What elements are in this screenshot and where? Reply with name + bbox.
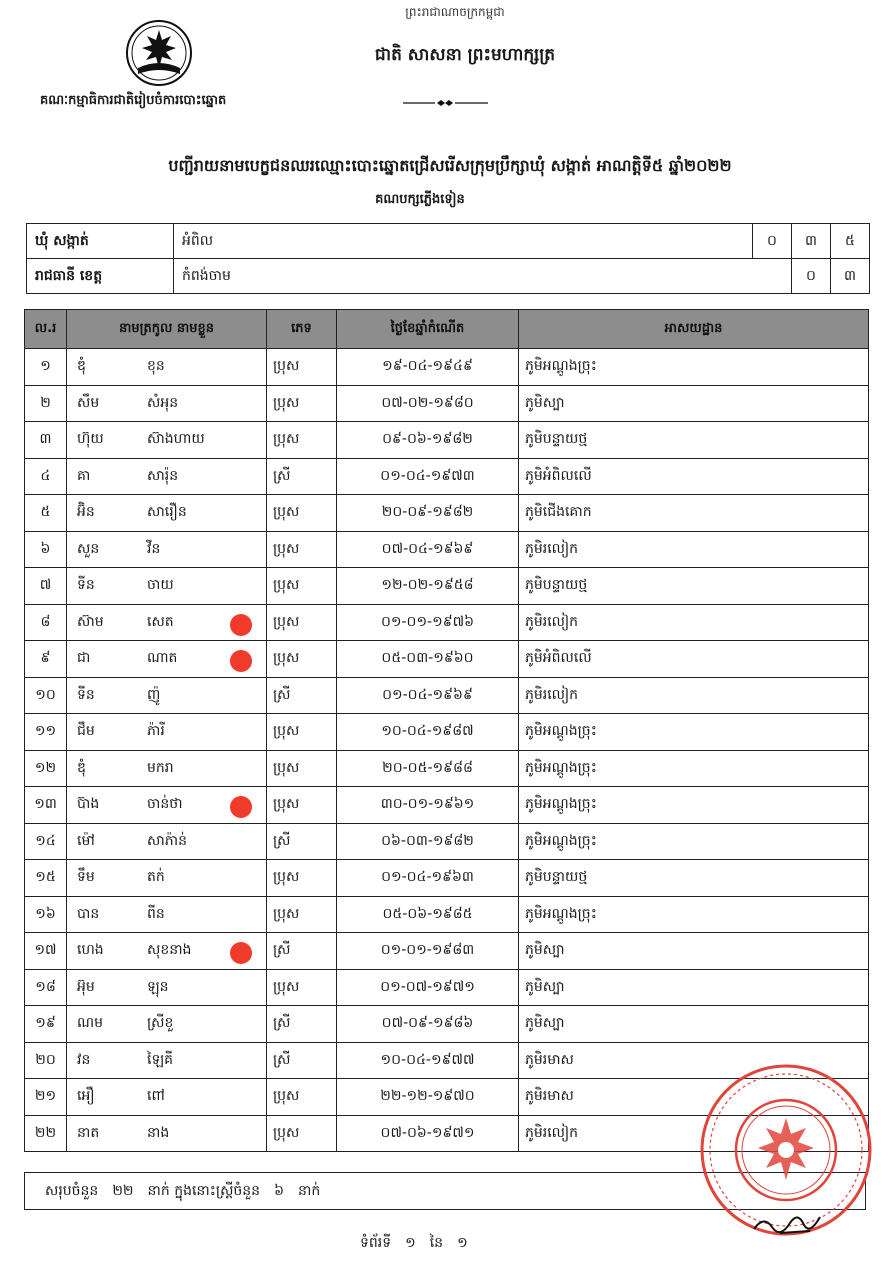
commune-code-digit: ០: [753, 224, 792, 259]
date-of-birth: ០១-០៤-១៩៦៩: [337, 677, 519, 714]
family-name: ឌុំ: [77, 759, 86, 776]
row-number: ២១: [25, 1079, 67, 1116]
candidate-name: [67, 385, 267, 422]
given-name: សារ៉ុន: [147, 467, 179, 484]
table-row: [25, 641, 869, 678]
table-row: [25, 969, 869, 1006]
address: ភូមិអណ្ដូងច្រុះ: [519, 787, 869, 824]
date-of-birth: ១០-០៤-១៩៨៧: [337, 714, 519, 751]
family-name: វន: [77, 1051, 91, 1068]
candidate-name: [67, 896, 267, 933]
sex: ស្រី: [267, 1006, 337, 1043]
family-name: សឹម: [77, 394, 100, 411]
given-name: ពៅ: [147, 1088, 165, 1105]
row-number: ១៤: [25, 823, 67, 860]
col-header-sex: ភេទ: [267, 310, 337, 349]
address: ភូមិស្បា: [519, 1006, 869, 1043]
address: ភូមិរលៀក: [519, 531, 869, 568]
page-current: ១: [405, 1235, 416, 1251]
family-name: បាន: [77, 905, 100, 922]
date-of-birth: ០៩-០៦-១៩៨២: [337, 422, 519, 459]
family-name: ជឹម: [77, 723, 95, 740]
date-of-birth: ០៧-០៤-១៩៦៩: [337, 531, 519, 568]
table-row: [25, 604, 869, 641]
sex: ប្រុស: [267, 349, 337, 386]
summary-women: ៦: [274, 1183, 284, 1199]
date-of-birth: ១៩-០៤-១៩៤៩: [337, 349, 519, 386]
given-name: វីន: [147, 540, 161, 557]
commune-label: ឃុំ សង្កាត់: [27, 224, 174, 259]
address: ភូមិអំពិលលើ: [519, 641, 869, 678]
family-name: ឌុំ: [77, 358, 86, 375]
row-number: ១១: [25, 714, 67, 751]
sex: ប្រុស: [267, 969, 337, 1006]
family-name: ស៊ាម: [77, 613, 104, 630]
table-row: [25, 422, 869, 459]
given-name: សារឿន: [147, 504, 187, 521]
table-row: [25, 1006, 869, 1043]
red-mark-icon: [230, 942, 252, 964]
table-row: [25, 714, 869, 751]
address: ភូមិអណ្ដូងច្រុះ: [519, 750, 869, 787]
sex: ស្រី: [267, 1042, 337, 1079]
date-of-birth: ១០-០៤-១៩៧៧: [337, 1042, 519, 1079]
row-number: ២២: [25, 1115, 67, 1152]
candidate-name: [67, 604, 267, 641]
sex: ប្រុស: [267, 385, 337, 422]
date-of-birth: ៣០-០១-១៩៦១: [337, 787, 519, 824]
commune-row: [27, 224, 870, 259]
date-of-birth: ២០-០៥-១៩៨៨: [337, 750, 519, 787]
row-number: ១៩: [25, 1006, 67, 1043]
row-number: ១៨: [25, 969, 67, 1006]
row-number: ៩: [25, 641, 67, 678]
col-header-name: នាមត្រកូល នាមខ្លួន: [67, 310, 267, 349]
page-of: នៃ: [429, 1235, 444, 1251]
date-of-birth: ០៥-០៦-១៩៨៥: [337, 896, 519, 933]
date-of-birth: ២០-០៩-១៩៨២: [337, 495, 519, 532]
candidate-name: [67, 823, 267, 860]
given-name: សុខនាង: [147, 942, 192, 959]
location-table: [26, 223, 870, 294]
summary-unit: នាក់: [297, 1183, 321, 1199]
row-number: ៤: [25, 458, 67, 495]
candidate-name: [67, 531, 267, 568]
candidate-name: [67, 860, 267, 897]
table-row: [25, 677, 869, 714]
given-name: នាង: [147, 1124, 170, 1141]
ornament-divider-icon: [403, 98, 488, 108]
candidate-name: [67, 568, 267, 605]
col-header-address: អាសយដ្ឋាន: [519, 310, 869, 349]
family-name: ទីន: [77, 577, 95, 594]
candidate-name: [67, 495, 267, 532]
table-row: [25, 933, 869, 970]
candidate-name: [67, 933, 267, 970]
party-emblem-icon: [124, 18, 194, 88]
row-number: ៧: [25, 568, 67, 605]
family-name: ម៉ៅ: [77, 832, 95, 849]
commune-code-digit: ៣: [792, 224, 831, 259]
candidate-name: [67, 458, 267, 495]
sex: ប្រុស: [267, 896, 337, 933]
province-name: កំពង់ចាម: [174, 259, 792, 294]
row-number: ៣: [25, 422, 67, 459]
sex: ស្រី: [267, 933, 337, 970]
row-number: ៦: [25, 531, 67, 568]
date-of-birth: ០១-០៧-១៩៧១: [337, 969, 519, 1006]
candidate-name: [67, 422, 267, 459]
top-line: ព្រះរាជាណាចក្រកម្ពុជា: [405, 5, 505, 19]
date-of-birth: ១២-០២-១៩៥៨: [337, 568, 519, 605]
row-number: ១: [25, 349, 67, 386]
date-of-birth: ០៥-០៣-១៩៦០: [337, 641, 519, 678]
summary-total-label: សរុបចំនួន: [45, 1183, 99, 1199]
commune-name: អំពិល: [174, 224, 753, 259]
table-header: [25, 310, 869, 349]
province-row: [27, 259, 870, 294]
red-mark-icon: [230, 614, 252, 636]
province-code-digit: ៣: [831, 259, 870, 294]
address: ភូមិបន្ទាយថ្ម: [519, 568, 869, 605]
row-number: ១៥: [25, 860, 67, 897]
sex: ប្រុស: [267, 1079, 337, 1116]
address: ភូមិអណ្ដូងច្រុះ: [519, 896, 869, 933]
given-name: ណាត: [147, 650, 178, 667]
page-label: ទំព័រទី: [360, 1235, 392, 1251]
address: ភូមិស្បា: [519, 385, 869, 422]
row-number: ១៧: [25, 933, 67, 970]
row-number: ៥: [25, 495, 67, 532]
given-name: មករា: [147, 759, 174, 776]
address: ភូមិស្បា: [519, 933, 869, 970]
candidate-name: [67, 1079, 267, 1116]
row-number: ៨: [25, 604, 67, 641]
candidate-name: [67, 1042, 267, 1079]
candidate-name: [67, 969, 267, 1006]
sex: ស្រី: [267, 823, 337, 860]
province-label: រាជធានី ខេត្ត: [27, 259, 174, 294]
family-name: គា: [77, 467, 91, 484]
given-name: ឡៃគី: [147, 1051, 173, 1068]
given-name: ឡុន: [147, 978, 169, 995]
signature-icon: [750, 1205, 830, 1241]
family-name: នាត: [77, 1124, 100, 1141]
row-number: ១៣: [25, 787, 67, 824]
given-name: ចាន់ថា: [147, 796, 183, 813]
date-of-birth: ០៦-០៣-១៩៨២: [337, 823, 519, 860]
sex: ប្រុស: [267, 641, 337, 678]
kingdom-motto: ជាតិ សាសនា ព្រះមហាក្សត្រ: [374, 45, 556, 65]
address: ភូមិរមាស: [519, 1079, 869, 1116]
given-name: ស៊ាងហាយ: [147, 431, 205, 448]
family-name: អឿ: [77, 1088, 95, 1105]
row-number: ២០: [25, 1042, 67, 1079]
family-name: ទឹម: [77, 869, 95, 886]
table-row: [25, 458, 869, 495]
given-name: ញ៉ូ: [147, 686, 161, 703]
date-of-birth: ០៧-០៦-១៩៧១: [337, 1115, 519, 1152]
given-name: តក់: [147, 869, 165, 886]
candidate-name: [67, 641, 267, 678]
sex: ប្រុស: [267, 531, 337, 568]
address: ភូមិបន្ទាយថ្ម: [519, 422, 869, 459]
date-of-birth: ២២-១២-១៩៧០: [337, 1079, 519, 1116]
date-of-birth: ០៧-០២-១៩៨០: [337, 385, 519, 422]
table-row: [25, 531, 869, 568]
family-name: ជា: [77, 650, 91, 667]
sex: ប្រុស: [267, 495, 337, 532]
sex: ប្រុស: [267, 604, 337, 641]
date-of-birth: ០១-០១-១៩៧៦: [337, 604, 519, 641]
address: ភូមិអណ្ដូងច្រុះ: [519, 349, 869, 386]
sex: ស្រី: [267, 677, 337, 714]
summary-unit: នាក់ ក្នុងនោះស្ត្រីចំនួន: [147, 1183, 261, 1199]
family-name: អ៊ិន: [77, 504, 95, 521]
given-name: ភ៉ារី: [147, 723, 165, 740]
table-row: [25, 349, 869, 386]
candidate-name: [67, 1006, 267, 1043]
commune-code-digit: ៥: [831, 224, 870, 259]
row-number: ១២: [25, 750, 67, 787]
given-name: ពីន: [147, 905, 165, 922]
given-name: សំអុន: [147, 394, 179, 411]
date-of-birth: ០១-០១-១៩៨៣: [337, 933, 519, 970]
page-number: [360, 1233, 560, 1254]
address: ភូមិរលៀក: [519, 1115, 869, 1152]
row-number: ១០: [25, 677, 67, 714]
family-name: ហេង: [77, 942, 104, 959]
red-mark-icon: [230, 650, 252, 672]
table-row: [25, 385, 869, 422]
sex: ប្រុស: [267, 860, 337, 897]
sex: ប្រុស: [267, 422, 337, 459]
date-of-birth: ០៧-០៩-១៩៨៦: [337, 1006, 519, 1043]
sex: ប្រុស: [267, 568, 337, 605]
given-name: សេត: [147, 613, 174, 630]
red-mark-icon: [230, 796, 252, 818]
row-number: ២: [25, 385, 67, 422]
address: ភូមិស្បា: [519, 969, 869, 1006]
summary-total: ២២: [112, 1183, 134, 1199]
address: ភូមិអណ្ដូងច្រុះ: [519, 714, 869, 751]
table-row: [25, 568, 869, 605]
candidate-table: [24, 309, 869, 1152]
table-row: [25, 823, 869, 860]
table-row: [25, 495, 869, 532]
candidate-name: [67, 1115, 267, 1152]
given-name: ចាយ: [147, 577, 174, 594]
family-name: ទីន: [77, 686, 95, 703]
committee-name: គណៈកម្មាធិការជាតិរៀបចំការបោះឆ្នោត: [40, 93, 227, 108]
family-name: អ៊ុម: [77, 978, 95, 995]
row-number: ១៦: [25, 896, 67, 933]
candidate-name: [67, 714, 267, 751]
sex: ប្រុស: [267, 714, 337, 751]
given-name: ស្រីខួ: [147, 1015, 174, 1032]
table-row: [25, 787, 869, 824]
document-title: បញ្ជីរាយនាមបេក្ខជនឈរឈ្មោះបោះឆ្នោតជ្រើសរើសក្រុមប្រឹក្សាឃុំ សង្កាត់ អាណត្តិទី៥ ឆ្នាំ២០២២: [168, 156, 732, 175]
address: ភូមិរលៀក: [519, 604, 869, 641]
given-name: សាភ៉ាន់: [147, 832, 187, 849]
family-name: ហ៊ុយ: [77, 431, 104, 448]
candidate-name: [67, 349, 267, 386]
address: ភូមិរលៀក: [519, 677, 869, 714]
sex: ស្រី: [267, 458, 337, 495]
sex: ប្រុស: [267, 1115, 337, 1152]
col-header-dob: ថ្ងៃខែឆ្នាំកំណើត: [337, 310, 519, 349]
date-of-birth: ០១-០៤-១៩៧៣: [337, 458, 519, 495]
page-total: ១: [457, 1235, 468, 1251]
province-code-digit: ០: [792, 259, 831, 294]
address: ភូមិបន្ទាយថ្ម: [519, 860, 869, 897]
sex: ប្រុស: [267, 787, 337, 824]
address: ភូមិរមាស: [519, 1042, 869, 1079]
address: ភូមិអំពិលលើ: [519, 458, 869, 495]
family-name: សួន: [77, 540, 100, 557]
address: ភូមិជើងគោក: [519, 495, 869, 532]
date-of-birth: ០១-០៤-១៩៦៣: [337, 860, 519, 897]
given-name: ខុន: [147, 358, 165, 375]
candidate-name: [67, 677, 267, 714]
table-row: [25, 860, 869, 897]
address: ភូមិអណ្ដូងច្រុះ: [519, 823, 869, 860]
table-row: [25, 750, 869, 787]
candidate-name: [67, 787, 267, 824]
candidate-name: [67, 750, 267, 787]
table-row: [25, 896, 869, 933]
sex: ប្រុស: [267, 750, 337, 787]
family-name: ណម: [77, 1015, 103, 1032]
family-name: ប៊ាង: [77, 796, 100, 813]
col-header-no: ល.រ: [25, 310, 67, 349]
party-name: គណបក្សភ្លើងទៀន: [375, 192, 465, 207]
